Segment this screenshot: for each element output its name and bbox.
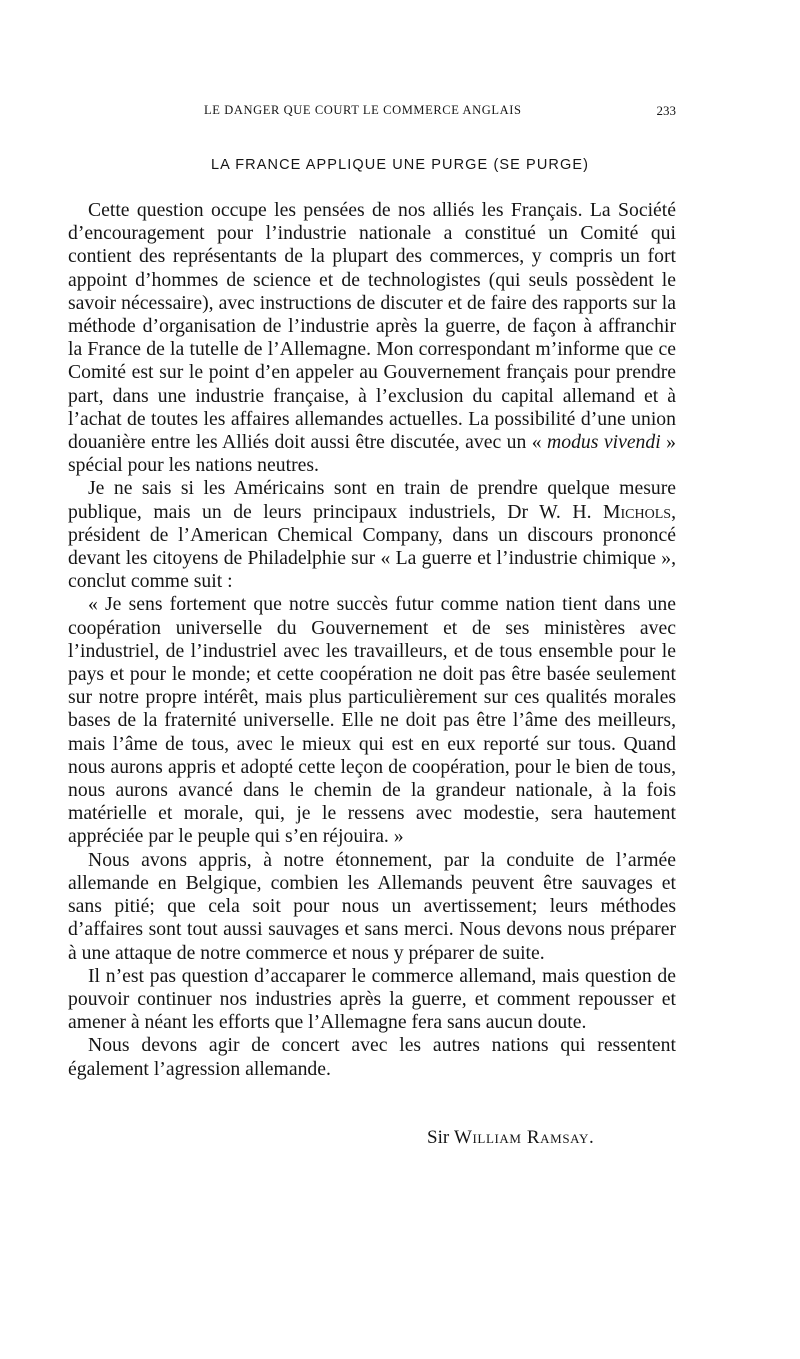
paragraph-1-text-a: Cette question occupe les pensées de nos alliés les Français. La Société d’encouragement pour l’industrie nationale a constitué un Comité qui contient des représentants de la plupart des commerces, y compris un fort appoint d’hommes de science et de technologistes (qui seuls possèdent le savoir nécessaire), avec instructions de discuter et de faire des rapports sur la méthode d’organisation de l’industrie après la guerre, de façon à affranchir la France de la tutelle de l’Allemagne. Mon correspondant m’informe que ce Comité est sur le point d’en appeler au Gouvernement français pour prendre part, dans une industrie française, à l’exclusion du capital allemand et à l’achat de toutes les affaires allemandes actuelles. La possibilité d’une union douanière entre les Alliés doit aussi être discutée, avec un « [68, 199, 676, 454]
paragraph-1 [68, 199, 676, 477]
page-number: 233 [656, 103, 676, 118]
paragraph-2-text-a: Je ne sais si les Américains sont en train de prendre quelque mesure publique, mais un de leurs principaux industriels, Dr W. H. [68, 477, 676, 523]
paragraph-4: Nous avons appris, à notre étonnement, par la conduite de l’armée allemande en Belgique, combien les Allemands peuvent être sauvages et sans pitié; que cela soit pour nous un avertissement; leurs méthodes d’affaires sont tout aussi sauvages et sans merci. Nous devons nous préparer à une attaque de notre commerce et nous y préparer de suite. [68, 848, 676, 964]
signature-title: Sir [427, 1127, 450, 1148]
paragraph-3-quotation: « Je sens fortement que notre succès futur comme nation tient dans une coopération universelle du Gouvernement et de ses ministères avec l’industriel, de l’industriel avec les travailleurs, et de tous ensemble pour le pays et pour le monde; et cette coopération ne doit pas être basée seulement sur notre propre intérêt, mais plus particulièrement sur ces qualités morales bases de la fraternité universelle. Elle ne doit pas être l’âme des meilleurs, mais l’âme de tous, avec le mieux qui est en eux reporté sur tous. Quand nous aurons appris et adopté cette leçon de coopération, pour le bien de tous, nous aurons avancé dans le chemin de la grandeur nationale, à la fois matérielle et morale, qui, je le ressens avec modestie, sera hautement appréciée par le peuple qui s’en réjouira. » [68, 593, 676, 848]
paragraph-1-text-b: » spécial pour les nations neutres. [68, 431, 676, 477]
paragraph-6: Nous devons agir de concert avec les autres nations qui ressentent également l’agression allemande. [68, 1034, 676, 1080]
running-title: LE DANGER QUE COURT LE COMMERCE ANGLAIS [204, 103, 522, 117]
running-header [68, 103, 676, 123]
signature-name: William Ramsay. [453, 1127, 595, 1148]
paragraph-1-italic-term: modus vivendi [547, 431, 661, 454]
section-heading: LA FRANCE APPLIQUE UNE PURGE (SE PURGE) [210, 157, 590, 173]
body-text [68, 199, 676, 1081]
paragraph-2 [68, 477, 676, 593]
paragraph-2-person-name: Michols [603, 500, 672, 523]
paragraph-2-text-b: , président de l’American Chemical Company, dans un discours prononcé devant les citoyens de Philadelphie sur « La guerre et l’industrie chimique », conclut comme suit : [68, 500, 676, 593]
paragraph-5: Il n’est pas question d’accaparer le commerce allemand, mais question de pouvoir continuer nos industries après la guerre, et comment repousser et amener à néant les efforts que l’Allemagne fera sans aucun doute. [68, 964, 676, 1034]
signature [427, 1127, 594, 1149]
